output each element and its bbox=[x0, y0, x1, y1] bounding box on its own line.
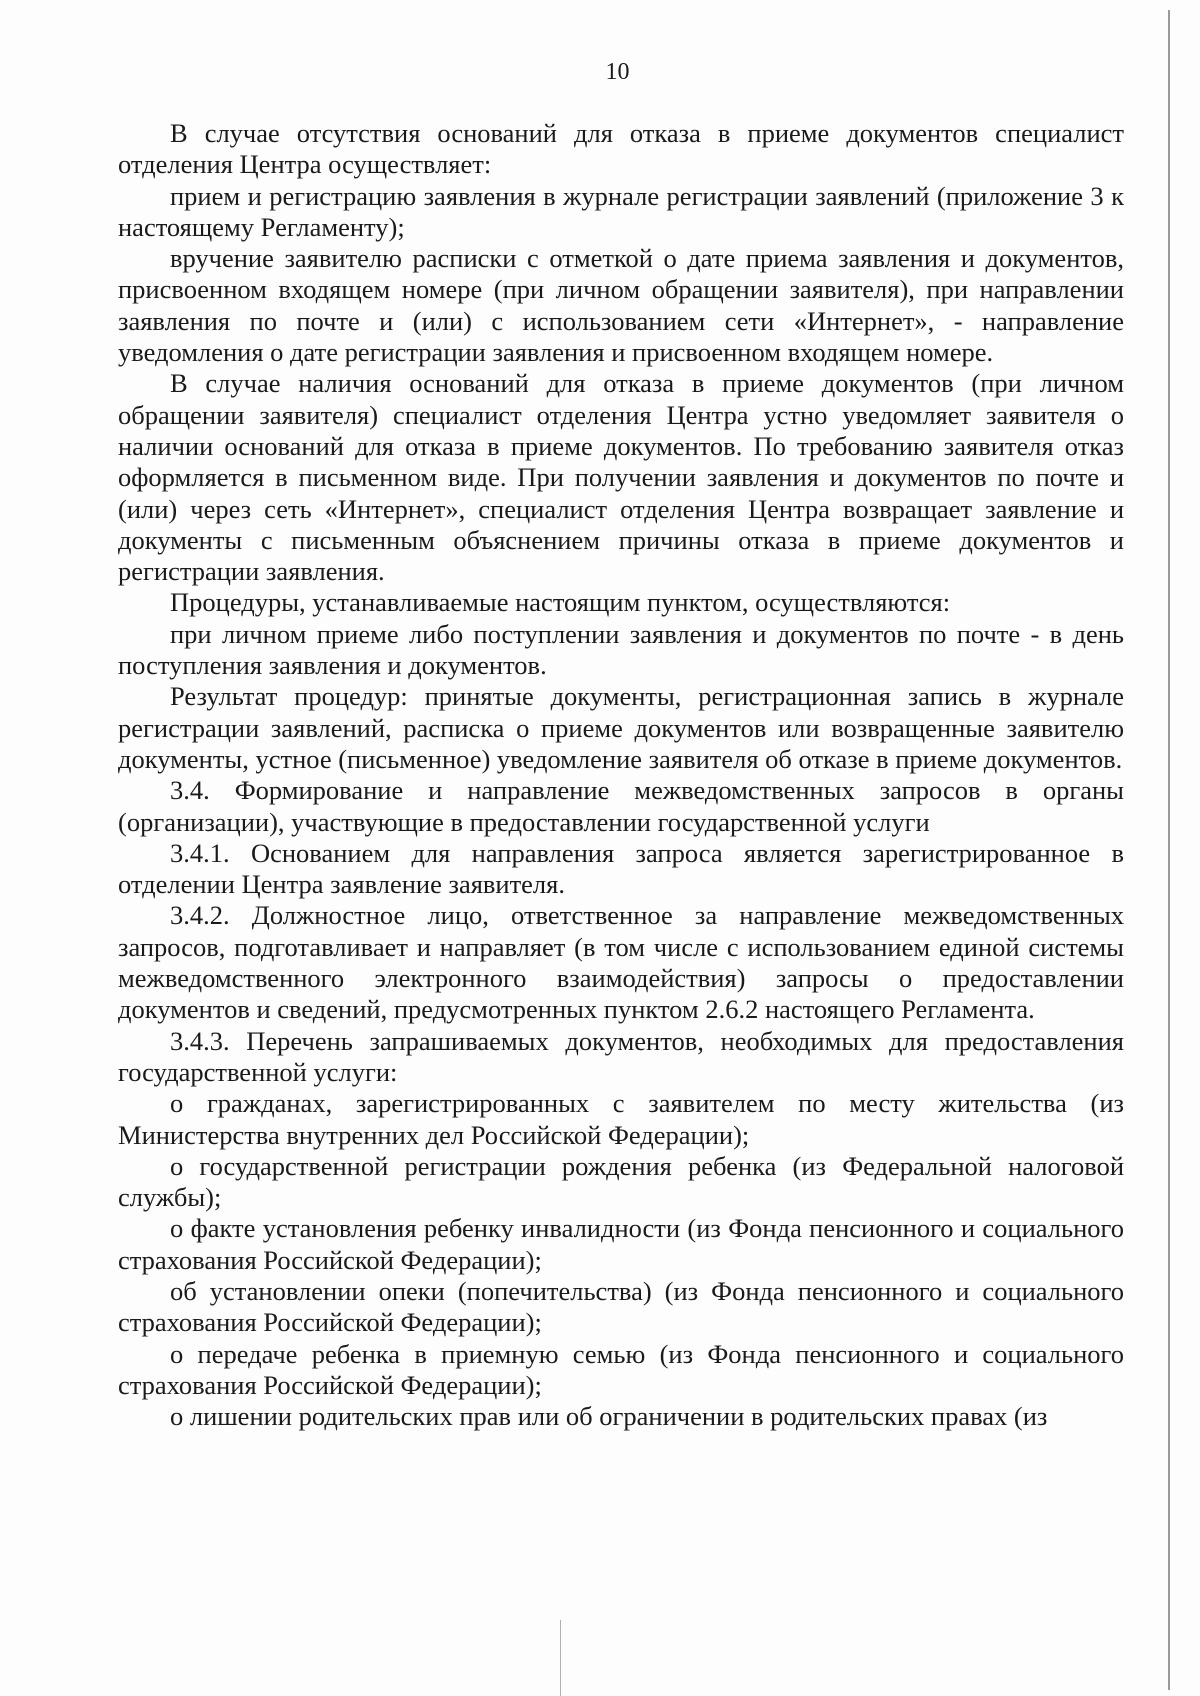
list-item: о лишении родительских прав или об ограничении в родительских правах (из bbox=[170, 1401, 1048, 1432]
paragraph: 3.4.2. Должностное лицо, ответственное за направление межведомственных запросов, подготавливает и направляет (в том числе с использованием единой системы межведомственного электронного взаимодействия) запросы о предоставлении документов и сведений, предусмотренных пунктом 2.6.2 настоящего Регламента. bbox=[118, 900, 1124, 1025]
paragraph: Процедуры, устанавливаемые настоящим пунктом, осуществляются: bbox=[170, 587, 951, 618]
paragraph: при личном приеме либо поступлении заявления и документов по почте - в день поступления заявления и документов. bbox=[118, 618, 1124, 681]
document-body bbox=[118, 118, 1124, 1432]
paragraph: 3.4.1. Основанием для направления запроса является зарегистрированное в отделении Центра заявление заявителя. bbox=[118, 837, 1124, 900]
list-item: об установлении опеки (попечительства) (из Фонда пенсионного и социального страхования Российской Федерации); bbox=[118, 1275, 1124, 1338]
paragraph: Результат процедур: принятые документы, регистрационная запись в журнале регистрации заявлений, расписка о приеме документов или возвращенные заявителю документы, устное (письменное) уведомление заявителя об отказе в приеме документов. bbox=[118, 681, 1124, 774]
paragraph: В случае отсутствия оснований для отказа в приеме документов специалист отделения Центра осуществляет: bbox=[118, 118, 1124, 180]
list-item: о факте установления ребенку инвалидности (из Фонда пенсионного и социального страхования Российской Федерации); bbox=[118, 1213, 1124, 1275]
page-edge-line bbox=[1168, 10, 1170, 1690]
paragraph: В случае наличия оснований для отказа в приеме документов (при личном обращении заявителя) специалист отделения Центра устно уведомляет заявителя о наличии оснований для отказа в приеме документов. По требованию заявителя отказ оформляется в письменном виде. При получении заявления и документов по почте и (или) через сеть «Интернет», специалист отделения Центра возвращает заявление и документы с письменным объяснением причины отказа в приеме документов и регистрации заявления. bbox=[118, 368, 1124, 587]
paragraph: 3.4.3. Перечень запрашиваемых документов, необходимых для предоставления государственной услуги: bbox=[118, 1025, 1124, 1087]
page-number: 10 bbox=[605, 59, 630, 85]
scan-fold-line bbox=[560, 1620, 561, 1696]
paragraph: вручение заявителю расписки с отметкой о дате приема заявления и документов, присвоенном входящем номере (при личном обращении заявителя), при направлении заявления по почте и (или) с использованием сети «Интернет», - направление уведомления о дате регистрации заявления и присвоенном входящем номере. bbox=[118, 243, 1124, 368]
paragraph: прием и регистрацию заявления в журнале регистрации заявлений (приложение 3 к настоящему Регламенту); bbox=[118, 180, 1124, 242]
list-item: о государственной регистрации рождения ребенка (из Федеральной налоговой службы); bbox=[118, 1150, 1124, 1213]
list-item: о передаче ребенка в приемную семью (из Фонда пенсионного и социального страхования Российской Федерации); bbox=[118, 1338, 1124, 1400]
list-item: о гражданах, зарегистрированных с заявителем по месту жительства (из Министерства внутренних дел Российской Федерации); bbox=[118, 1088, 1124, 1150]
section-heading-3-4: 3.4. Формирование и направление межведомственных запросов в органы (организации), участвующие в предоставлении государственной услуги bbox=[118, 775, 1124, 837]
